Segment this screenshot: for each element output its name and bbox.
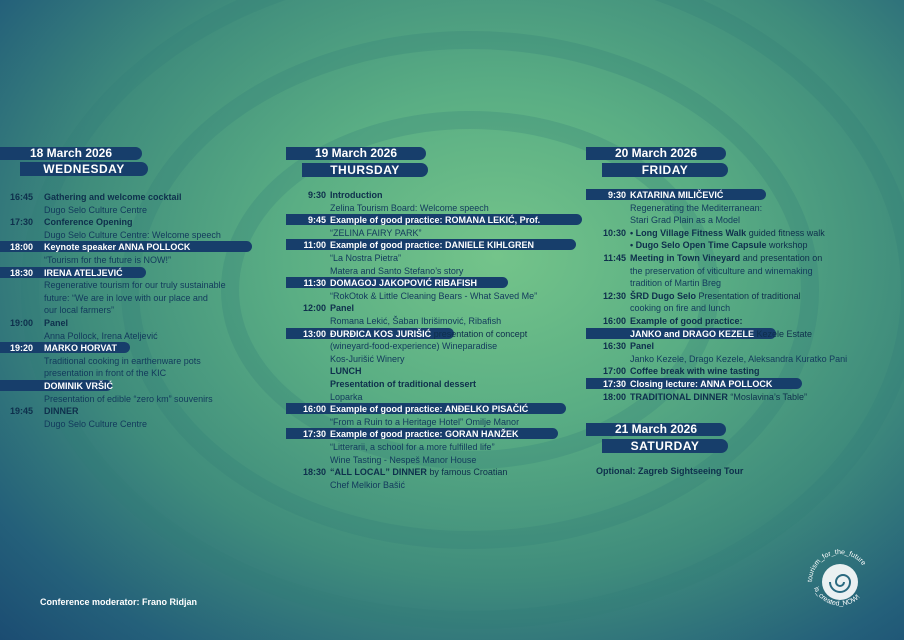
optional-label: Optional: [596, 466, 636, 476]
event-title-line [330, 378, 476, 390]
event-title-line [630, 391, 807, 403]
event-title-rest: presentation of concept [431, 328, 528, 339]
event-title: KATARINA MILIČEVIĆ [630, 190, 724, 200]
event-title: JANKO and DRAGO KEZELE [630, 328, 755, 339]
event-title-line [630, 290, 801, 302]
saturday-date-bar: 21 March 2026 [586, 423, 726, 436]
event-title: MARKO HORVAT [44, 343, 117, 354]
event-title-rest: by famous Croatian [426, 467, 508, 478]
event-title-line [630, 328, 812, 340]
event-title-line [630, 189, 723, 201]
event-title: ŠRD Dugo Selo [630, 290, 697, 301]
event-detail: Traditional cooking in earthenware pots [44, 355, 201, 366]
event-title-line [44, 267, 123, 279]
event-detail: “Tourism for the future is NOW!” [44, 255, 172, 265]
event-title: Coffee break with wine tasting [630, 366, 760, 377]
event-title-line [44, 317, 68, 329]
friday-date-bar: 20 March 2026 [586, 147, 726, 160]
time-label: 17:00 [602, 366, 626, 377]
event-title: Example of good practice: ANĐELKO PISAČIĆ [330, 404, 529, 415]
thursday-day-bar: THURSDAY [302, 163, 428, 177]
wednesday-date-bar: 18 March 2026 [0, 147, 142, 160]
event-title: Example of good practice: DANIELE KIHLGREN [330, 240, 535, 251]
event-detail: Regenerative tourism for our truly sustainable [44, 280, 226, 291]
event-detail: Romana Lekić, Šaban Ibrišimović, Ribafish [330, 316, 502, 326]
event-detail: Matera and Santo Stefano’s story [330, 265, 464, 276]
event-title-rest: “Moslavina’s Table” [727, 391, 808, 402]
event-detail: Kos-Jurišić Winery [330, 353, 405, 364]
event-title: • Long Village Fitness Walk [630, 227, 747, 238]
conference-moderator: Conference moderator: Frano Ridjan [40, 597, 198, 607]
time-label: 9:30 [607, 190, 626, 200]
event-detail: tradition of Martin Breg [630, 278, 722, 289]
event-title: Meeting in Town Vineyard [630, 253, 741, 263]
time-label: 18:00 [602, 391, 626, 402]
event-title-line [330, 239, 534, 251]
event-title-line [630, 239, 808, 251]
event-detail: Dugo Selo Culture Centre [44, 418, 148, 429]
event-title-line [44, 241, 190, 253]
event-title: IRENA ATELJEVIĆ [44, 267, 123, 278]
friday-day-bar: FRIDAY [602, 163, 728, 177]
event-title-line [330, 189, 383, 201]
event-title: Example of good practice: [630, 316, 743, 326]
event-title: DOMINIK VRŠIĆ [44, 381, 114, 391]
event-title: Keynote speaker ANNA POLLOCK [44, 242, 191, 253]
event-title: Example of good practice: GORAN HANŽEK [330, 429, 519, 440]
event-title-line [330, 428, 519, 440]
event-title-line [630, 378, 772, 390]
event-title: Gathering and welcome cocktail [44, 192, 182, 202]
time-label: 12:30 [602, 290, 626, 301]
time-label: 17:30 [10, 217, 34, 228]
event-detail: Loparka [330, 391, 363, 402]
time-label: 18:30 [10, 267, 34, 278]
event-title: Introduction [330, 190, 383, 200]
time-label: 18:30 [302, 467, 326, 478]
time-label: 11:30 [303, 278, 326, 289]
event-detail: future: “We are in love with our place and [44, 292, 208, 303]
saturday-day-bar: SATURDAY [602, 439, 728, 453]
time-label: 17:30 [602, 379, 626, 389]
time-label: 19:45 [10, 406, 34, 417]
event-detail: the preservation of viticulture and winemaking [630, 265, 813, 276]
thursday-date-bar: 19 March 2026 [286, 147, 426, 160]
event-title: Closing lecture: ANNA POLLOCK [630, 379, 773, 389]
event-title-line [630, 365, 760, 377]
event-title-rest: and presentation on [740, 253, 823, 263]
event-title: Panel [44, 318, 69, 328]
event-title-rest: workshop [766, 240, 808, 251]
event-title-line [630, 252, 822, 264]
event-detail: Stari Grad Plain as a Model [630, 215, 741, 226]
event-title-rest: Kezele Estate [754, 328, 813, 339]
event-detail: cooking on fire and lunch [630, 303, 731, 314]
time-label: 19:20 [10, 343, 34, 354]
event-title-line [330, 466, 507, 478]
time-label: 16:00 [302, 404, 326, 415]
event-detail: Chef Melkior Bašić [330, 479, 406, 490]
event-title-line [44, 405, 79, 417]
time-label: 11:00 [303, 240, 326, 251]
event-title: DINNER [44, 406, 79, 417]
time-label: 9:45 [307, 215, 326, 226]
saturday-optional [596, 465, 743, 477]
event-title: Presentation of traditional dessert [330, 379, 477, 389]
time-label: 18:00 [10, 242, 34, 253]
event-detail: (wineyard-food-experience) Wineparadise [330, 341, 498, 352]
event-title: DOMAGOJ JAKOPOVIĆ RIBAFISH [330, 278, 478, 289]
event-detail: “RokOtok & Little Cleaning Bears - What Saved Me” [330, 290, 538, 301]
event-detail: Wine Tasting - Nespeš Manor House [330, 454, 477, 465]
event-title-line [630, 340, 654, 352]
event-title-line [630, 227, 825, 239]
event-title: Panel [630, 341, 655, 352]
time-label: 16:30 [602, 341, 626, 352]
time-label: 10:30 [602, 227, 626, 238]
event-title-line [630, 315, 743, 327]
tourism-logo [800, 540, 880, 620]
logo-text-top: tourism_for_the_future [806, 548, 867, 583]
time-label: 9:30 [307, 190, 326, 200]
time-label: 11:45 [603, 253, 626, 263]
event-title: • Dugo Selo Open Time Capsule [630, 240, 767, 251]
event-title: “ALL LOCAL” DINNER [330, 467, 427, 478]
event-title-line [44, 342, 117, 354]
event-title: LUNCH [330, 366, 362, 377]
event-title-rest: Presentation of traditional [696, 290, 801, 301]
event-detail: presentation in front of the KIC [44, 368, 167, 379]
event-title-line [44, 191, 182, 203]
time-label: 16:00 [602, 316, 626, 326]
event-detail: our local farmers” [44, 305, 115, 316]
logo-text-bottom: is_created_NOW! [812, 586, 862, 608]
event-detail: Janko Kezele, Drago Kezele, Aleksandra Kuratko Pani [630, 353, 848, 364]
event-detail: Anna Pollock, Irena Ateljević [44, 330, 158, 341]
event-title-line [330, 214, 540, 226]
event-title-line [330, 302, 354, 314]
event-title: Conference Opening [44, 217, 133, 228]
event-title: TRADITIONAL DINNER [630, 391, 728, 402]
time-label: 16:45 [10, 192, 34, 202]
event-title: ĐURĐICA KOS JURIŠIĆ [330, 328, 432, 339]
event-title: Example of good practice: ROMANA LEKIĆ, Prof. [330, 215, 541, 226]
event-title-rest: guided fitness walk [746, 227, 825, 238]
time-label: 17:30 [302, 429, 326, 440]
event-title-line [330, 328, 527, 340]
event-detail: Zelina Tourism Board: Welcome speech [330, 202, 489, 213]
event-detail: “Litterarii, a school for a more fulfilled life” [330, 442, 495, 452]
wednesday-day-bar: WEDNESDAY [20, 162, 148, 176]
event-title-line [330, 365, 362, 377]
event-detail: Dugo Selo Culture Centre [44, 204, 148, 215]
event-title-line [330, 403, 528, 415]
event-title-line [44, 380, 113, 392]
event-detail: “From a Ruin to a Heritage Hotel” Omilje Manor [330, 416, 520, 427]
event-detail: “La Nostra Pietra” [330, 253, 402, 263]
event-detail: Presentation of edible “zero km” souvenirs [44, 393, 213, 404]
event-title-line [330, 277, 477, 289]
event-title: Panel [330, 303, 355, 314]
event-detail: Regenerating the Mediterranean: [630, 202, 763, 213]
time-label: 13:00 [302, 328, 326, 339]
event-detail: “ZELINA FAIRY PARK” [330, 227, 422, 238]
time-label: 12:00 [302, 303, 326, 314]
event-title-line [44, 216, 133, 228]
time-label: 19:00 [10, 318, 34, 328]
optional-text: Zagreb Sightseeing Tour [638, 466, 744, 476]
event-detail: Dugo Selo Culture Centre: Welcome speech [44, 229, 221, 240]
